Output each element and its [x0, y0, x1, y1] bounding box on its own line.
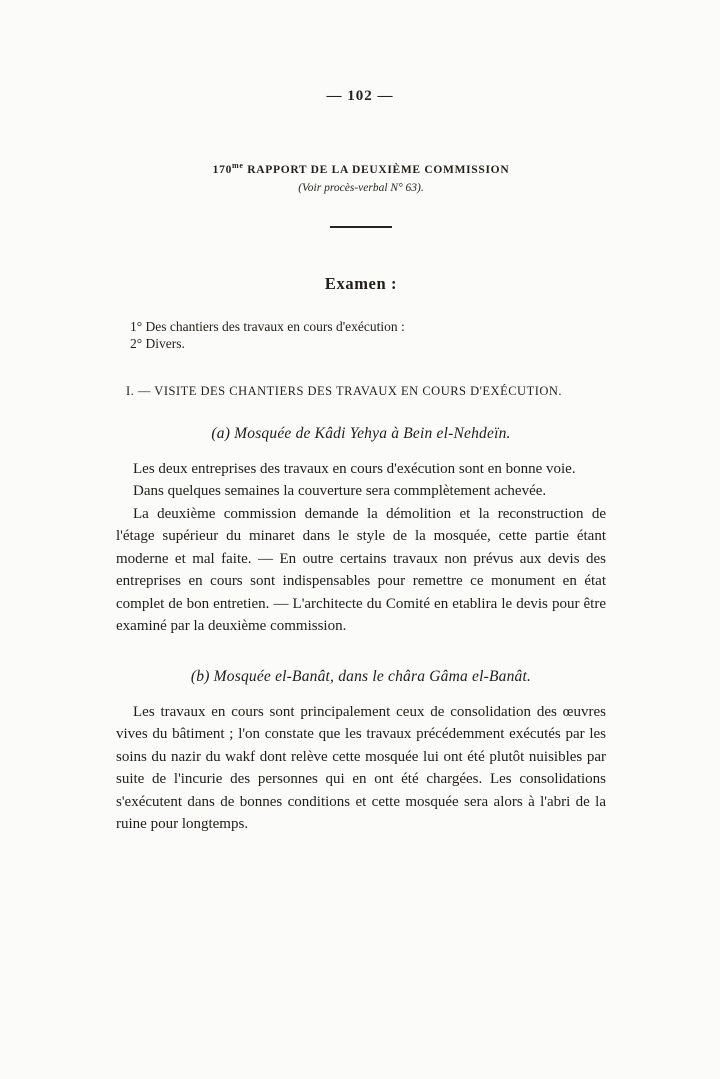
paragraph: Dans quelques semaines la couverture sera commplètement achevée. [133, 483, 547, 500]
paragraph: Les travaux en cours sont principalement ceux de consolidation des œuvres vives du bâtiment ; l'on constate que les travaux précédemment exécutés par les soins du nazir du wakf dont relève cette mosquée lui ont été plutôt nuisibles par suite de l'incurie des personnes qui en ont été chargées. Les consolidations s'exécutent dans de bonnes conditions et cette mosquée sera alors à l'abri de la ruine pour longtemps. [116, 703, 606, 833]
report-title [116, 161, 606, 176]
divider-rule [330, 226, 392, 228]
list-item-2: 2° Divers. [130, 335, 185, 351]
page-number: — 102 — [326, 88, 394, 104]
subsection-b-body [116, 701, 606, 836]
section-1-heading: I. — VISITE DES CHANTIERS DES TRAVAUX EN COURS D'EXÉCUTION. [126, 383, 563, 398]
report-title-text: RAPPORT DE LA DEUXIÈME COMMISSION [243, 163, 510, 176]
report-title-number: 170 [212, 163, 233, 176]
list-item-1: 1° Des chantiers des travaux en cours d'exécution : [130, 318, 405, 334]
paragraph: La deuxième commission demande la démolition et la reconstruction de l'étage supérieur du minaret dans le style de la mosquée, cette partie étant moderne et mal faite. — En outre certains travaux non prévus aux devis des entreprises en cours sont indispensables pour remettre ce monument en état complet de bon entretien. — L'architecte du Comité en etablira le devis pour être examiné par la deuxième commission. [116, 505, 606, 635]
paragraph: Les deux entreprises des travaux en cours d'exécution sont en bonne voie. [133, 460, 576, 477]
subsection-b-heading: (b) Mosquée el-Banât, dans le châra Gâma el-Banât. [190, 667, 532, 685]
report-title-ordinal: me [232, 161, 244, 170]
subsection-a-heading: (a) Mosquée de Kâdi Yehya à Bein el-Nehdeïn. [211, 424, 511, 442]
report-subtitle: (Voir procès-verbal N° 63). [298, 181, 424, 194]
page-content [116, 161, 606, 836]
examen-list [116, 318, 606, 352]
examen-heading: Examen : [324, 273, 398, 293]
subsection-a-body [116, 458, 606, 638]
